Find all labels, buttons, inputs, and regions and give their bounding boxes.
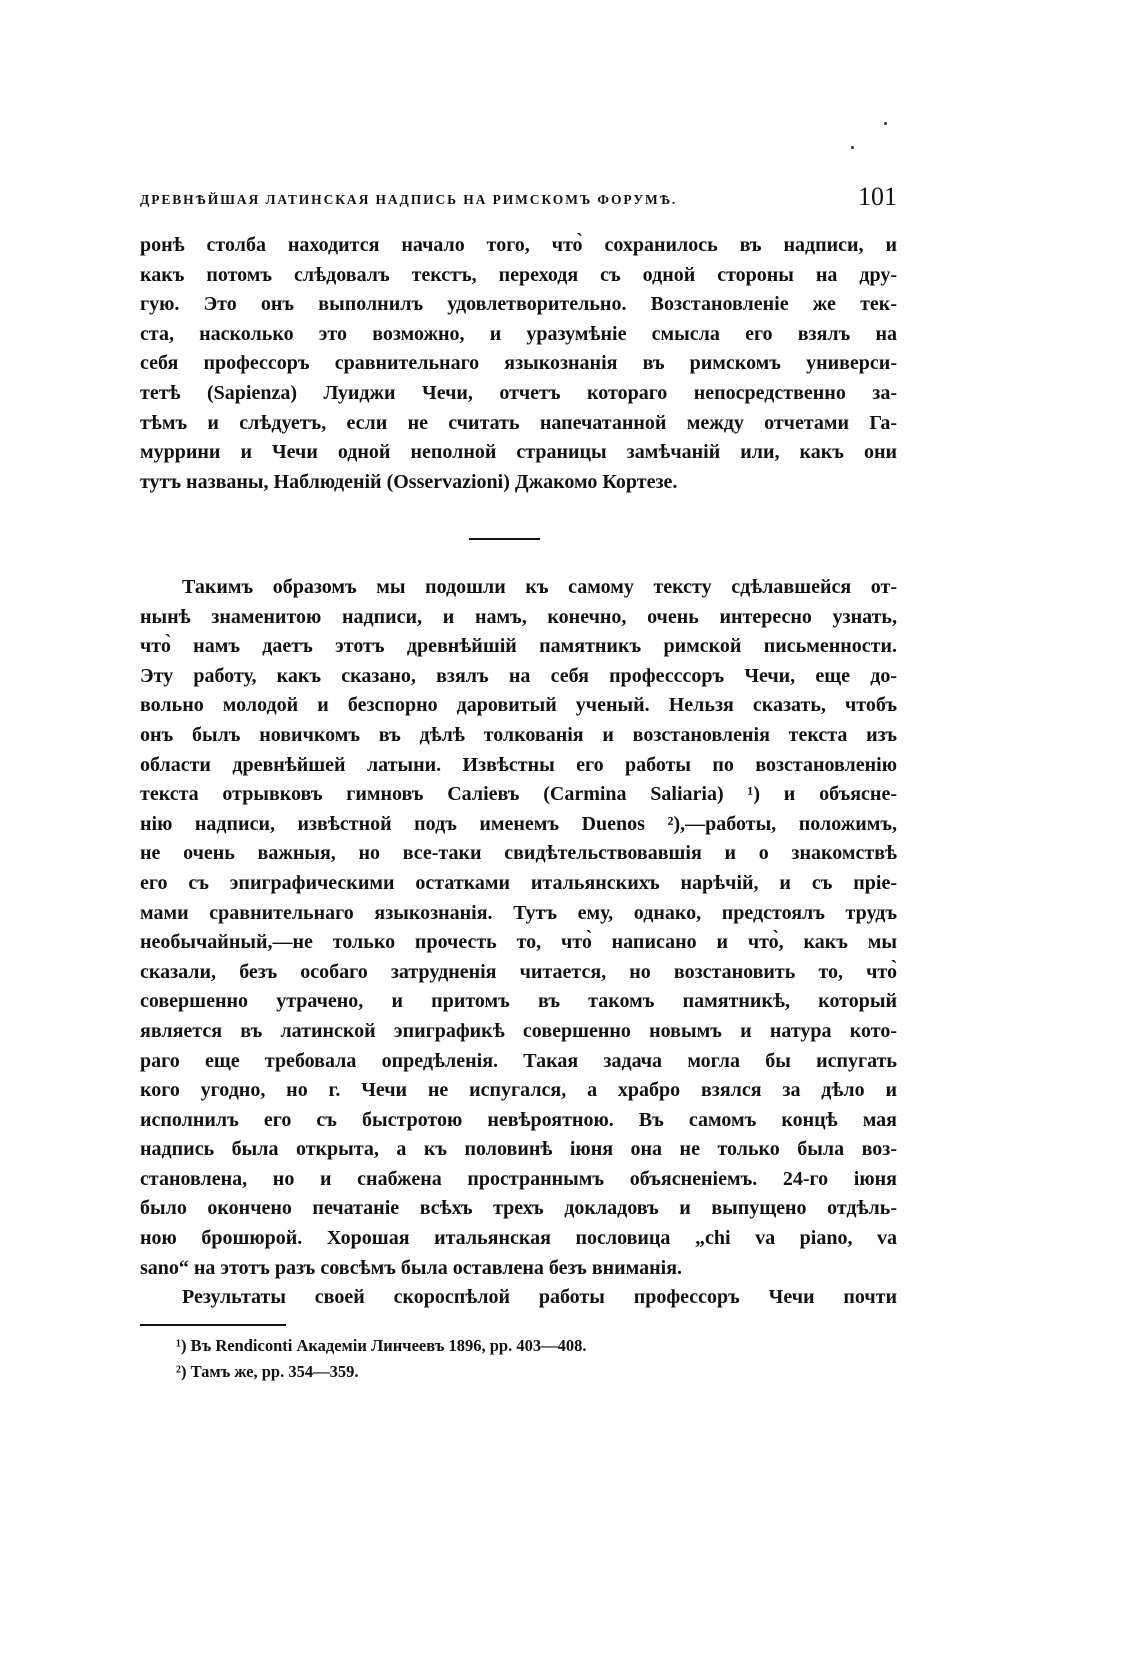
text-line: является въ латинской эпиграфикѣ совершенно новымъ и натура кото- xyxy=(140,1019,897,1042)
paragraph-continued xyxy=(140,231,897,497)
footnote-divider xyxy=(140,1324,286,1326)
text-line: нію надписи, извѣстной подъ именемъ Duenos ²),—работы, положимъ, xyxy=(140,812,897,835)
text-line: раго еще требовала опредѣленія. Такая задача могла бы испугать xyxy=(140,1049,897,1072)
text-line: становлена, но и снабжена пространнымъ объясненіемъ. 24-го іюня xyxy=(140,1167,897,1190)
text-line: текста отрывковъ гимновъ Саліевъ (Carmina Saliaria) ¹) и объясне- xyxy=(140,783,897,806)
text-line: sano“ на этотъ разъ совсѣмъ была оставлена безъ вниманія. xyxy=(140,1256,683,1279)
page-number: 101 xyxy=(858,182,897,211)
text-line: вольно молодой и безспорно даровитый ученый. Нельзя сказать, чтобъ xyxy=(140,694,897,717)
text-line: какъ потомъ слѣдовалъ текстъ, переходя съ одной стороны на дру- xyxy=(140,263,897,286)
section-divider xyxy=(469,538,540,540)
text-line: сказали, безъ особаго затрудненія читается, но возстановить то, что̀ xyxy=(140,960,897,983)
text-line: Результаты своей скороспѣлой работы профессоръ Чечи почти xyxy=(182,1286,897,1309)
text-line: надпись была открыта, а къ половинѣ іюня она не только была воз- xyxy=(140,1138,897,1161)
text-line: тѣмъ и слѣдуетъ, если не считать напечатанной между отчетами Га- xyxy=(140,411,897,434)
text-line: совершенно утрачено, и притомъ въ такомъ памятникѣ, который xyxy=(140,990,897,1013)
footnote: ¹) Въ Rendiconti Академіи Линчеевъ 1896, pp. 403—408. xyxy=(176,1336,587,1355)
running-head xyxy=(140,182,897,216)
text-line: ста, насколько это возможно, и уразумѣніе смысла его взялъ на xyxy=(140,322,897,345)
text-line: онъ былъ новичкомъ въ дѣлѣ толкованія и возстановленія текста изъ xyxy=(140,723,897,746)
scan-speck xyxy=(851,146,854,149)
scan-speck xyxy=(884,122,887,125)
text-line: мами сравнительнаго языкознанія. Тутъ ему, однако, предстоялъ трудъ xyxy=(140,901,897,924)
text-line: себя профессоръ сравнительнаго языкознанія въ римскомъ универси- xyxy=(140,352,897,375)
footnotes xyxy=(176,1333,876,1385)
text-line: его съ эпиграфическими остатками итальянскихъ нарѣчій, и съ прiе- xyxy=(140,871,897,894)
running-title: ДРЕВНѢЙШАЯ ЛАТИНСКАЯ НАДПИСЬ НА РИМСКОМЪ ФОРУМѢ. xyxy=(140,192,678,207)
text-line: Такимъ образомъ мы подошли къ самому тексту сдѣлавшейся от- xyxy=(182,576,897,598)
text-line: тутъ названы, Наблюденій (Osservazioni) Джакомо Кортезе. xyxy=(140,470,678,493)
text-line: было окончено печатаніе всѣхъ трехъ докладовъ и выпущено отдѣль- xyxy=(140,1197,897,1220)
text-line: Эту работу, какъ сказано, взялъ на себя професссоръ Чечи, еще до- xyxy=(140,664,897,687)
text-line: области древнѣйшей латыни. Извѣстны его работы по возстановленію xyxy=(140,753,897,776)
text-line: тетѣ (Sapienza) Луиджи Чечи, отчетъ котораго непосредственно за- xyxy=(140,381,897,404)
footnote: ²) Тамъ же, pp. 354—359. xyxy=(176,1362,359,1381)
text-line: ронѣ столба находится начало того, что̀ сохранилось въ надписи, и xyxy=(140,234,897,256)
text-line: муррини и Чечи одной неполной страницы замѣчаній или, какъ они xyxy=(140,441,897,464)
paragraph-main xyxy=(140,573,897,1313)
text-line: кого угодно, но г. Чечи не испугался, а храбро взялся за дѣло и xyxy=(140,1079,897,1102)
text-line: необычайный,—не только прочесть то, что̀ написано и что̀, какъ мы xyxy=(140,931,897,954)
text-line: что̀ намъ даетъ этотъ древнѣйшій памятникъ римской письменности. xyxy=(140,635,897,658)
text-line: гую. Это онъ выполнилъ удовлетворительно. Возстановленіе же тек- xyxy=(140,293,897,316)
text-line: не очень важныя, но все-таки свидѣтельствовавшія и о знакомствѣ xyxy=(140,842,897,865)
text-line: ною брошюрой. Хорошая итальянская пословица „chi va piano, va xyxy=(140,1227,897,1250)
text-line: нынѣ знаменитою надписи, и намъ, конечно, очень интересно узнать, xyxy=(140,605,897,628)
text-line: исполнилъ его съ быстротою невѣроятною. Въ самомъ концѣ мая xyxy=(140,1108,897,1131)
